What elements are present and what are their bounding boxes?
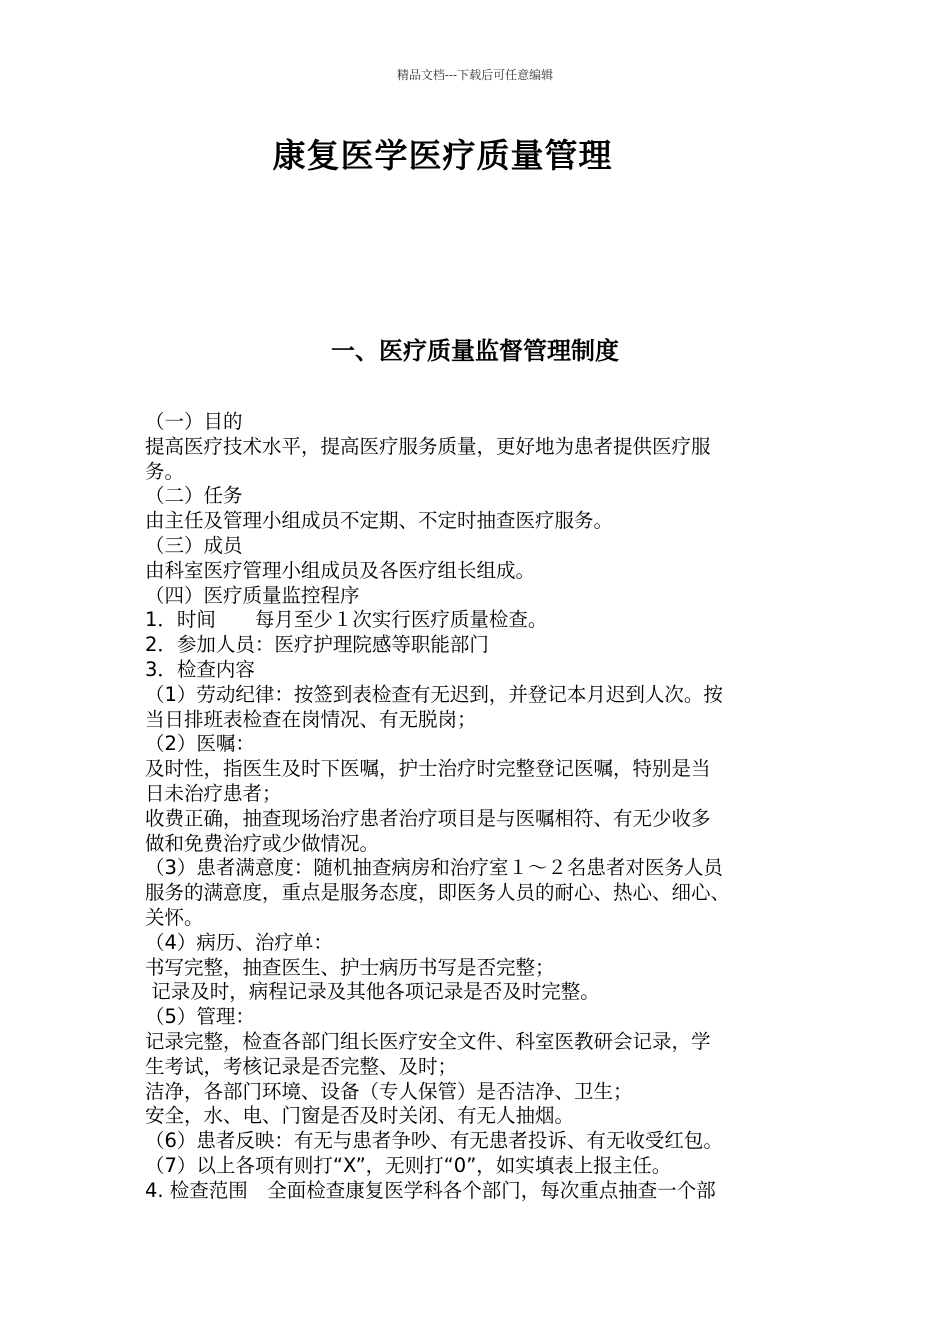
body-line: 1．时间 每月至少１次实行医疗质量检查。 xyxy=(145,608,548,632)
body-line: （6）患者反映：有无与患者争吵、有无患者投诉、有无收受红包。 xyxy=(145,1129,723,1153)
header-note: 精品文档---下载后可任意编辑 xyxy=(396,68,554,82)
body-line: 3．检查内容 xyxy=(145,657,255,681)
body-line: 关怀。 xyxy=(145,905,204,929)
body-line: 服务的满意度，重点是服务态度，即医务人员的耐心、热心、细心、 xyxy=(145,881,731,905)
body-line: 生考试，考核记录是否完整、及时； xyxy=(145,1054,458,1078)
body-line: （1）劳动纪律：按签到表检查有无迟到，并登记本月迟到人次。按 xyxy=(145,682,723,706)
body-line: 安全，水、电、门窗是否及时关闭、有无人抽烟。 xyxy=(145,1104,575,1128)
body-line: 由科室医疗管理小组成员及各医疗组长组成。 xyxy=(145,558,536,582)
body-line: 2．参加人员：医疗护理院感等职能部门 xyxy=(145,633,489,657)
body-line: （7）以上各项有则打“X”，无则打“0”，如实填表上报主任。 xyxy=(145,1153,672,1177)
body-line: 及时性，指医生及时下医嘱，护士治疗时完整登记医嘱，特别是当 xyxy=(145,757,711,781)
body-line: 日未治疗患者； xyxy=(145,781,282,805)
body-line: 提高医疗技术水平，提高医疗服务质量，更好地为患者提供医疗服 xyxy=(145,434,711,458)
body-line: 书写完整，抽查医生、护士病历书写是否完整； xyxy=(145,955,555,979)
body-line: （二）任务 xyxy=(145,484,243,508)
body-line: （5）管理： xyxy=(145,1005,255,1029)
body-line: （2）医嘱： xyxy=(145,732,255,756)
body-line: 洁净，各部门环境、设备（专人保管）是否洁净、卫生； xyxy=(145,1079,633,1103)
body-line: 当日排班表检查在岗情况、有无脱岗； xyxy=(145,707,477,731)
document-title: 康复医学医疗质量管理 xyxy=(272,136,613,175)
body-line: 记录及时，病程记录及其他各项记录是否及时完整。 xyxy=(145,980,600,1004)
body-line: 务。 xyxy=(145,459,185,483)
section-title: 一、医疗质量监督管理制度 xyxy=(331,337,619,365)
body-line: （一）目的 xyxy=(145,410,243,433)
body-line: 由主任及管理小组成员不定期、不定时抽查医疗服务。 xyxy=(145,509,614,533)
body-line: （四）医疗质量监控程序 xyxy=(145,583,360,607)
body-line: （三）成员 xyxy=(145,533,243,557)
body-line: 4. 检查范围 全面检查康复医学科各个部门，每次重点抽查一个部 xyxy=(145,1178,716,1202)
body-line: 做和免费治疗或少做情况。 xyxy=(145,831,380,855)
body-line: （3）患者满意度：随机抽查病房和治疗室１～２名患者对医务人员 xyxy=(145,856,723,880)
body-line: （4）病历、治疗单： xyxy=(145,930,333,954)
body-line: 收费正确，抽查现场治疗患者治疗项目是与医嘱相符、有无少收多 xyxy=(145,806,711,830)
body-line: 记录完整，检查各部门组长医疗安全文件、科室医教研会记录，学 xyxy=(145,1029,711,1053)
body-text xyxy=(145,410,835,1204)
